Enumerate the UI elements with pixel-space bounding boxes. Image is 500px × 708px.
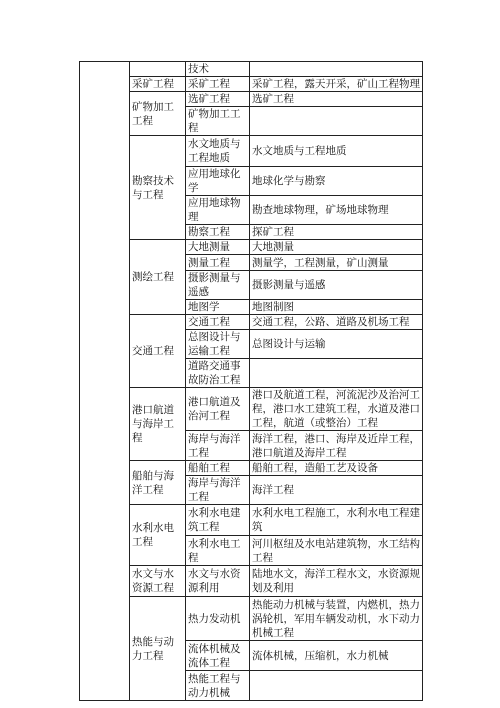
related-cell (250, 671, 423, 701)
table-row (80, 461, 423, 476)
specialty-cell: 总图设计与运输工程 (186, 330, 250, 359)
category-cell: 水文与水资源工程 (130, 566, 186, 597)
related-cell: 热能动力机械与装置，内燃机，热力涡轮机，军用车辆发动机，水下动力机械工程 (250, 597, 423, 641)
specialty-cell: 道路交通事故防治工程 (186, 359, 250, 388)
related-cell: 海洋工程，港口、海岸及近岸工程，港口航道及海岸工程 (250, 431, 423, 461)
specialty-cell: 热能工程与动力机械 (186, 671, 250, 701)
category-cell: 热能与动力工程 (130, 597, 186, 701)
specialty-cell: 摄影测量与遥感 (186, 271, 250, 300)
related-cell (250, 359, 423, 388)
related-cell: 测量学，工程测量，矿山测量 (250, 255, 423, 271)
related-cell: 水文地质与工程地质 (250, 136, 423, 167)
specialty-cell: 水利水电工程 (186, 536, 250, 566)
category-cell: 采矿工程 (130, 77, 186, 92)
table-row (80, 566, 423, 597)
table-row (80, 388, 423, 431)
specialty-cell: 选矿工程 (186, 92, 250, 107)
category-cell: 船舶与海洋工程 (130, 461, 186, 505)
related-cell: 探矿工程 (250, 225, 423, 240)
discipline-cell (80, 62, 130, 701)
related-cell: 摄影测量与遥感 (250, 271, 423, 300)
related-cell: 水利水电工程施工，水利水电工程建筑 (250, 505, 423, 536)
related-cell: 总图设计与运输 (250, 330, 423, 359)
related-cell: 地球化学与勘察 (250, 167, 423, 196)
related-cell: 港口及航道工程，河流泥沙及治河工程，港口水工建筑工程，水道及港口工程，航道（或整治）工程 (250, 388, 423, 431)
specialty-cell: 海岸与海洋工程 (186, 431, 250, 461)
related-cell (250, 62, 423, 77)
specialty-cell: 交通工程 (186, 315, 250, 330)
category-cell: 水利水电工程 (130, 505, 186, 566)
table-row (80, 240, 423, 255)
specialty-cell: 水文与水资源利用 (186, 566, 250, 597)
related-cell (250, 107, 423, 136)
specialty-cell: 地图学 (186, 300, 250, 315)
related-cell: 勘查地球物理，矿场地球物理 (250, 196, 423, 225)
related-cell: 海洋工程 (250, 476, 423, 505)
category-cell (130, 62, 186, 77)
related-cell: 河川枢纽及水电站建筑物，水工结构工程 (250, 536, 423, 566)
specialty-cell: 水文地质与工程地质 (186, 136, 250, 167)
specialty-cell: 流体机械及流体工程 (186, 641, 250, 671)
specialty-cell: 勘察工程 (186, 225, 250, 240)
table-row (80, 597, 423, 641)
related-cell: 流体机械，压缩机，水力机械 (250, 641, 423, 671)
specialty-cell: 港口航道及治河工程 (186, 388, 250, 431)
specialty-cell: 采矿工程 (186, 77, 250, 92)
related-cell: 地图制图 (250, 300, 423, 315)
related-cell: 陆地水文，海洋工程水文，水资源规划及利用 (250, 566, 423, 597)
specialty-cell: 应用地球化学 (186, 167, 250, 196)
specialty-cell: 大地测量 (186, 240, 250, 255)
category-cell: 勘察技术与工程 (130, 136, 186, 240)
category-cell: 测绘工程 (130, 240, 186, 315)
related-cell: 选矿工程 (250, 92, 423, 107)
category-cell: 交通工程 (130, 315, 186, 388)
category-cell: 矿物加工工程 (130, 92, 186, 136)
specialty-cell: 测量工程 (186, 255, 250, 271)
specialty-table (79, 61, 423, 701)
specialty-cell: 技术 (186, 62, 250, 77)
related-cell: 采矿工程，露天开采，矿山工程物理 (250, 77, 423, 92)
specialty-cell: 热力发动机 (186, 597, 250, 641)
table-row (80, 315, 423, 330)
table-row (80, 136, 423, 167)
category-cell: 港口航道与海岸工程 (130, 388, 186, 461)
specialty-cell: 船舶工程 (186, 461, 250, 476)
table-row (80, 62, 423, 77)
specialty-cell: 矿物加工工程 (186, 107, 250, 136)
table-row (80, 77, 423, 92)
specialty-cell: 应用地球物理 (186, 196, 250, 225)
related-cell: 交通工程，公路、道路及机场工程 (250, 315, 423, 330)
table-row (80, 505, 423, 536)
table-row (80, 92, 423, 107)
specialty-cell: 水利水电建筑工程 (186, 505, 250, 536)
related-cell: 船舶工程，造船工艺及设备 (250, 461, 423, 476)
specialty-cell: 海岸与海洋工程 (186, 476, 250, 505)
related-cell: 大地测量 (250, 240, 423, 255)
